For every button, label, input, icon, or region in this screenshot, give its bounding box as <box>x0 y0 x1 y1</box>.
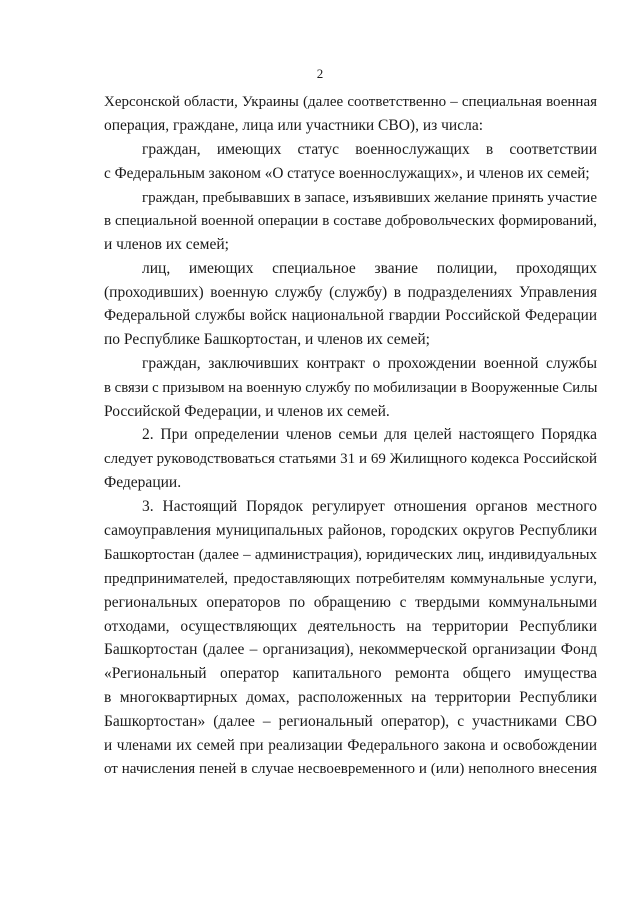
text-line: Башкортостан (далее – организация), некоммерческой организации Фонд <box>104 641 597 658</box>
text-line: отходами, осуществляющих деятельность на территории Республики <box>104 618 597 635</box>
text-line: Федерации. <box>104 474 182 491</box>
text-line: лиц, имеющих специальное звание полиции, проходящих <box>142 260 597 277</box>
text-line: Российской Федерации, и членов их семей. <box>104 403 390 420</box>
text-line: и членами их семей при реализации Федерального закона и освобождении <box>104 737 597 754</box>
text-line: граждан, имеющих статус военнослужащих в соответствии <box>142 141 597 158</box>
text-line: и членов их семей; <box>104 236 229 253</box>
text-line: операция, граждане, лица или участники СВО), из числа: <box>104 117 484 134</box>
page-number: 2 <box>316 66 324 81</box>
text-line: в многоквартирных домах, расположенных на территории Республики <box>104 689 597 706</box>
text-line: Херсонской области, Украины (далее соответственно – специальная военная <box>104 94 597 110</box>
text-line: граждан, пребывавших в запасе, изъявивших желание принять участие <box>142 190 597 206</box>
text-line: с Федеральным законом «О статусе военнослужащих», и членов их семей; <box>104 165 590 182</box>
text-line: 2. При определении членов семьи для целей настоящего Порядка <box>142 426 597 443</box>
text-line: Федеральной службы войск национальной гвардии Российской Федерации <box>104 307 597 324</box>
text-line: «Региональный оператор капитального ремонта общего имущества <box>104 665 597 682</box>
text-line: региональных операторов по обращению с твердыми коммунальными <box>104 594 597 611</box>
text-line: следует руководствоваться статьями 31 и 69 Жилищного кодекса Российской <box>104 451 597 467</box>
text-line: Башкортостан» (далее – региональный оператор), с участниками СВО <box>104 713 597 730</box>
text-line: 3. Настоящий Порядок регулирует отношения органов местного <box>142 498 597 515</box>
text-line: в связи с призывом на военную службу по мобилизации в Вооруженные Силы <box>104 380 598 396</box>
text-line: Башкортостан (далее – администрация), юридических лиц, индивидуальных <box>104 547 597 563</box>
text-line: граждан, заключивших контракт о прохождении военной службы <box>142 355 597 372</box>
text-line: в специальной военной операции в составе добровольческих формирований, <box>104 213 597 229</box>
text-line: по Республике Башкортостан, и членов их семей; <box>104 331 430 348</box>
text-line: предпринимателей, предоставляющих потребителям коммунальные услуги, <box>104 571 597 587</box>
text-line: от начисления пеней в случае несвоевременного и (или) неполного внесения <box>104 761 597 777</box>
text-line: (проходивших) военную службу (службу) в подразделениях Управления <box>104 284 597 301</box>
text-line: самоуправления муниципальных районов, городских округов Республики <box>104 522 597 539</box>
